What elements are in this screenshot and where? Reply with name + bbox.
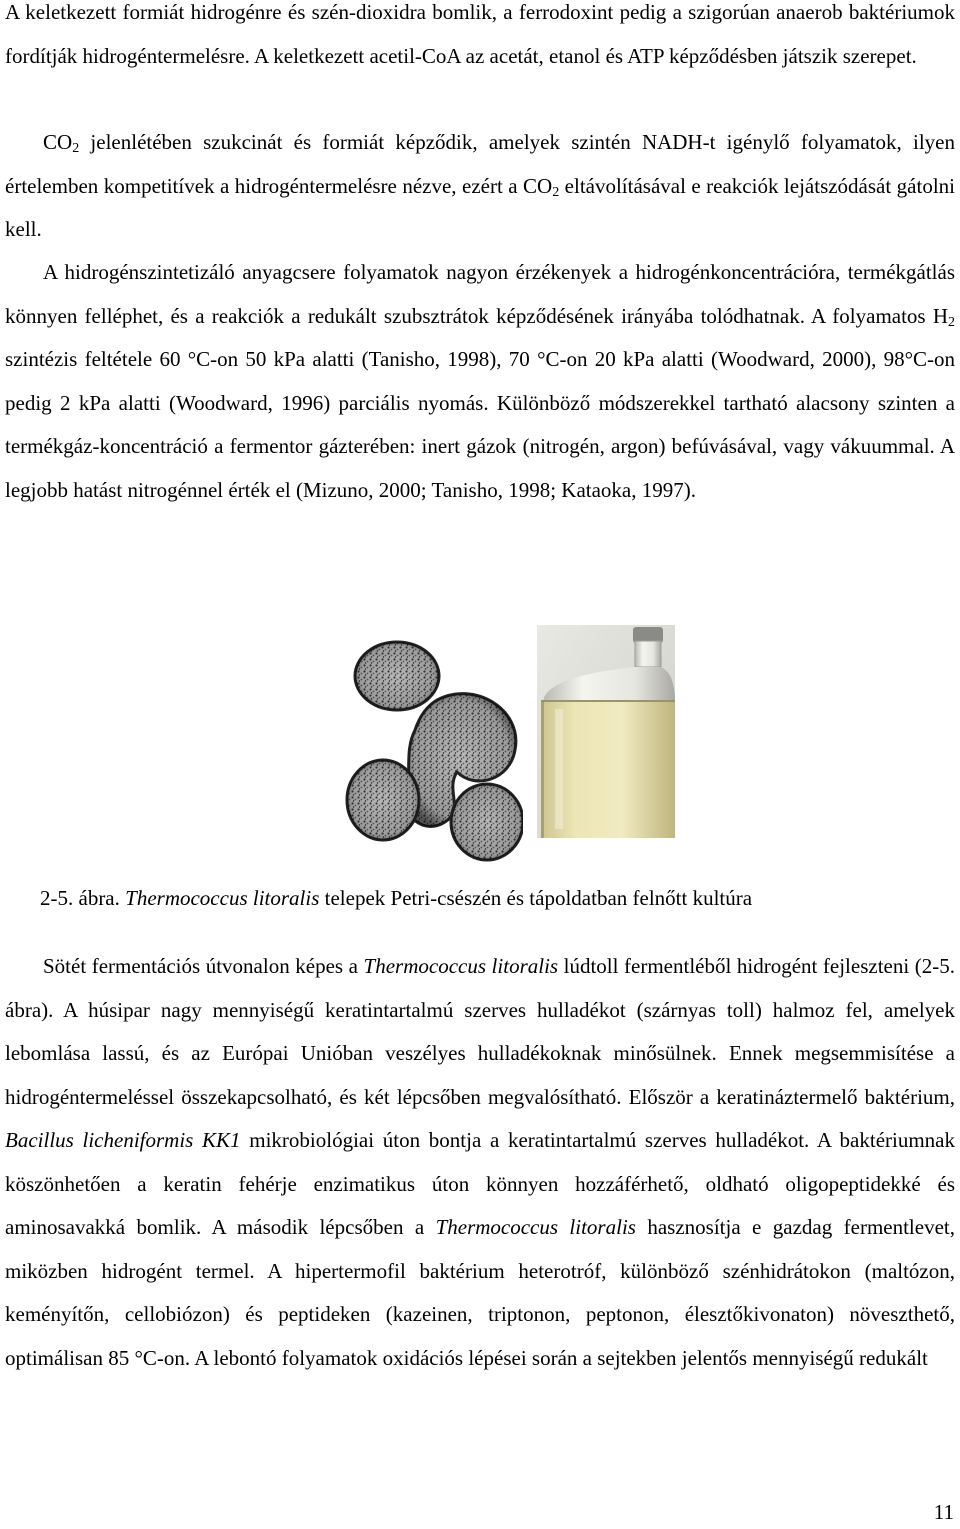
culture-flask-image — [537, 625, 675, 838]
paragraph-hydrogen-synthesis: A hidrogénszintetizáló anyagcsere folyamatok nagyon érzékenyek a hidrogénkoncentrációra, termékgátlás könnyen felléphet, és a reakciók a redukált szubsztrátok képződésének irányába tolódhatnak. A folyamatos $H_2$ szintézis feltétele 60 °C-on 50 kPa alatti (Tanisho, 1998), 70 °C-on 20 kPa alatti (Woodward, 2000), 98°C-on pedig 2 kPa alatti (Woodward, 1996) parciális nyomás. Különböző módszerekkel tartható alacsony szinten a termékgáz-koncentráció a fermentor gázterében: inert gázok (nitrogén, argon) befúvásával, vagy vákuummal. A legjobb hatást nitrogénnel érték el (Mizuno, 2000; Tanisho, 1998; Kataoka, 1997). — [5, 260, 955, 502]
page-number: 11 — [933, 1500, 954, 1524]
paragraph-co2: $CO_2$ jelenlétében szukcinát és formiát képződik, amelyek szintén NADH-t igénylő folyamatok, ilyen értelemben kompetitívek a hidrogéntermelésre nézve, ezért a $CO_2$ eltávolításával e reakciók lejátszódását gátolni kell. — [5, 130, 955, 241]
culture-flask-graphic — [537, 625, 675, 838]
figure-caption: 2-5. ábra. Thermococcus litoralis telepek Petri-csészén és tápoldatban felnőtt kultúra — [40, 886, 753, 910]
micrograph-image — [345, 640, 523, 862]
paragraph-dark-fermentation: Sötét fermentációs útvonalon képes a Thermococcus litoralis lúdtoll fermentléből hidrogént fejleszteni (2-5. ábra). A húsipar nagy mennyiségű keratintartalmú szerves hulladékot (szárnyas toll) halmoz fel, amelyek lebomlása lassú, és az Európai Unióban veszélyes hulladékoknak minősülnek. Ennek megsemmisítése a hidrogéntermeléssel összekapcsolható, és két lépcsőben megvalósítható. Először a keratináztermelő baktérium, Bacillus licheniformis KK1 mikrobiológiai úton bontja a keratintartalmú szerves hulladékot. A baktériumnak köszönhetően a keratin fehérje enzimatikus úton könnyen hozzáférhető, oldható oligopeptidekké és aminosavakká bomlik. A második lépcsőben a Thermococcus litoralis hasznosítja e gazdag fermentlevet, miközben hidrogént termel. A hipertermofil baktérium heterotróf, különböző szénhidrátokon (maltózon, keményítőn, cellobiózon) és peptideken (kazeinen, triptonon, peptonon, élesztőkivonaton) növeszthető, optimálisan 85 °C-on. A lebontó folyamatok oxidációs lépései során a sejtekben jelentős mennyiségű redukált — [5, 954, 955, 1370]
paragraph-formiat: A keletkezett formiát hidrogénre és szén-dioxidra bomlik, a ferrodoxint pedig a szigorúan anaerob baktériumok fordítják hidrogéntermelésre. A keletkezett acetil-CoA az acetát, etanol és ATP képződésben játszik szerepet. — [5, 0, 955, 68]
micrograph-graphic — [345, 640, 523, 862]
